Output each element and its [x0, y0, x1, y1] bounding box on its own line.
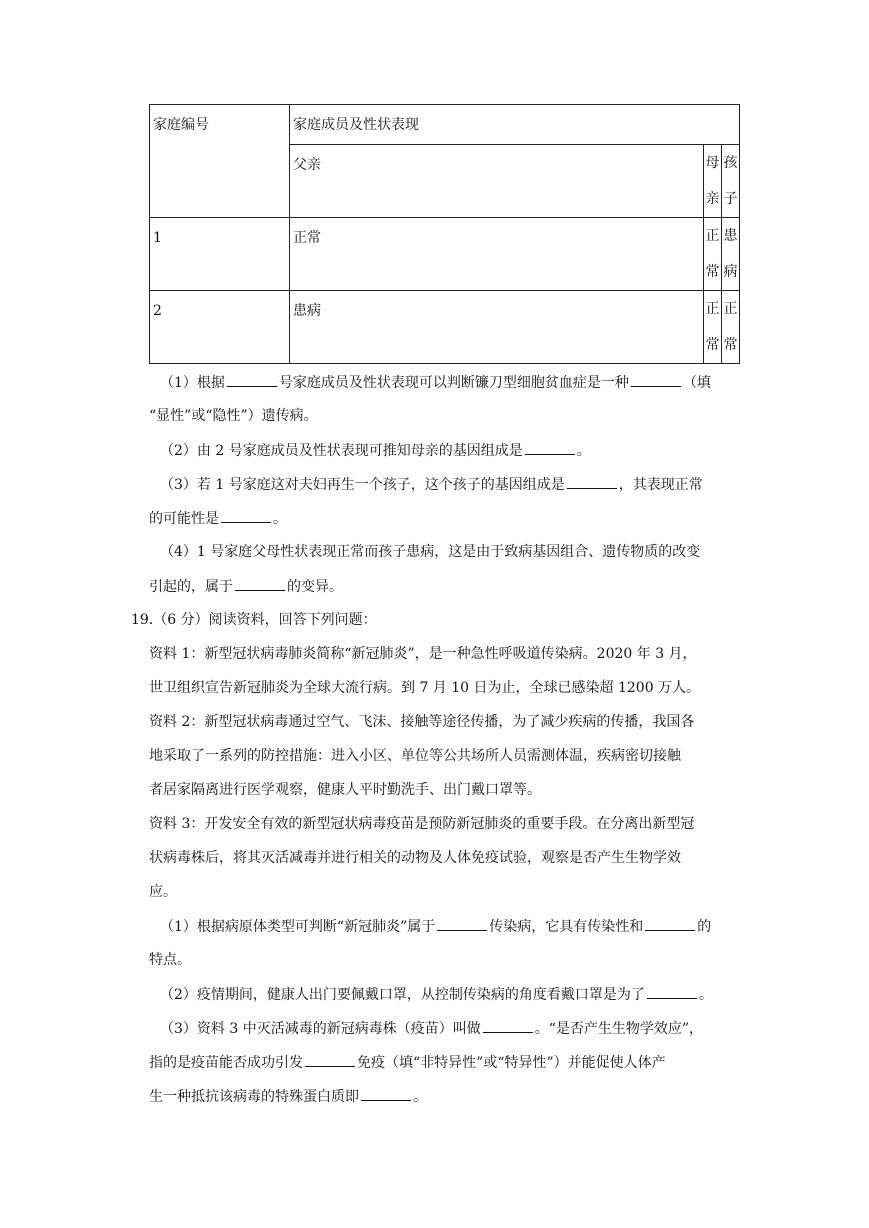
header-family-no: 家庭编号	[150, 105, 290, 218]
q19-material1-line2: 世卫组织宣告新冠肺炎为全球大流行病。到 7 月 10 日为止，全球已感染超 1200 万人。	[149, 680, 701, 696]
q18-part3-line2: 的可能性是 。	[149, 508, 287, 529]
answer-blank[interactable]	[631, 372, 681, 387]
q19-title: 19.（6 分）阅读资料，回答下列问题：	[131, 612, 377, 628]
q19-material1-line1: 资料 1：新型冠状病毒肺炎简称“新冠肺炎”，是一种急性呼吸道传染病。2020 年 3 月，	[149, 646, 697, 662]
q19-material3-line2: 状病毒株后，将其灭活减毒并进行相关的动物及人体免疫试验，观察是否产生生物学效	[149, 850, 681, 866]
q19-part3-line2: 指的是疫苗能否成功引发 免疫（填“非特异性”或“特异性”）并能促使人体产	[149, 1052, 666, 1073]
q18-part4-line1: （4）1 号家庭父母性状表现正常而孩子患病，这是由于致病基因组合、遗传物质的改变	[160, 544, 701, 560]
q19-material2-line2: 地采取了一系列的防控措施：进入小区、单位等公共场所人员需测体温，疾病密切接触	[149, 748, 681, 764]
q19-material3-line3: 应。	[149, 884, 177, 900]
row1-child: 患 病	[722, 218, 740, 291]
row1-mother: 正 常	[704, 218, 722, 291]
q18-part3-line1: （3）若 1 号家庭这对夫妇再生一个孩子，这个孩子的基因组成是 ，其表现正常	[160, 474, 703, 495]
table-row	[150, 218, 740, 291]
answer-blank[interactable]	[361, 1086, 411, 1101]
q18-part1-line1: （1）根据 号家庭成员及性状表现可以判断镰刀型细胞贫血症是一种 （填	[160, 372, 711, 393]
q19-part3-line1: （3）资料 3 中灭活减毒的新冠病毒株（疫苗）叫做 。“是否产生生物学效应”，	[160, 1018, 703, 1039]
q19-material3-line1: 资料 3：开发安全有效的新型冠状病毒疫苗是预防新冠肺炎的重要手段。在分离出新型冠	[149, 816, 695, 832]
q18-part4-line2: 引起的，属于 的变异。	[149, 576, 343, 597]
family-trait-table	[149, 104, 740, 364]
q19-part1-line2: 特点。	[149, 952, 191, 968]
q19-part2: （2）疫情期间，健康人出门要佩戴口罩，从控制传染病的角度看戴口罩是为了 。	[160, 984, 713, 1005]
row2-family-no: 2	[150, 291, 290, 364]
answer-blank[interactable]	[227, 372, 277, 387]
q18-part1-line2: “显性”或“隐性”）遗传病。	[149, 408, 318, 424]
q19-part3-line3: 生一种抵抗该病毒的特殊蛋白质即 。	[149, 1086, 427, 1107]
row1-family-no: 1	[150, 218, 290, 291]
answer-blank[interactable]	[221, 508, 271, 523]
answer-blank[interactable]	[525, 440, 575, 455]
q18-part2: （2）由 2 号家庭成员及性状表现可推知母亲的基因组成是 。	[160, 440, 591, 461]
q19-material2-line3: 者居家隔离进行医学观察，健康人平时勤洗手、出门戴口罩等。	[149, 782, 541, 798]
header-mother: 母 亲	[704, 145, 722, 218]
answer-blank[interactable]	[437, 916, 487, 931]
row2-father: 患病	[290, 291, 704, 364]
answer-blank[interactable]	[305, 1052, 355, 1067]
answer-blank[interactable]	[483, 1018, 533, 1033]
q19-material2-line1: 资料 2：新型冠状病毒通过空气、飞沫、接触等途径传播，为了减少疾病的传播，我国各	[149, 714, 695, 730]
row2-child: 正 常	[722, 291, 740, 364]
header-members: 家庭成员及性状表现	[290, 105, 740, 145]
row1-father: 正常	[290, 218, 704, 291]
table-row	[150, 291, 740, 364]
answer-blank[interactable]	[647, 984, 697, 999]
q19-part1-line1: （1）根据病原体类型可判断“新冠肺炎”属于 传染病，它具有传染性和 的	[160, 916, 711, 937]
header-child: 孩 子	[722, 145, 740, 218]
answer-blank[interactable]	[235, 576, 285, 591]
row2-mother: 正 常	[704, 291, 722, 364]
header-father: 父亲	[290, 145, 704, 218]
answer-blank[interactable]	[567, 474, 617, 489]
answer-blank[interactable]	[645, 916, 695, 931]
